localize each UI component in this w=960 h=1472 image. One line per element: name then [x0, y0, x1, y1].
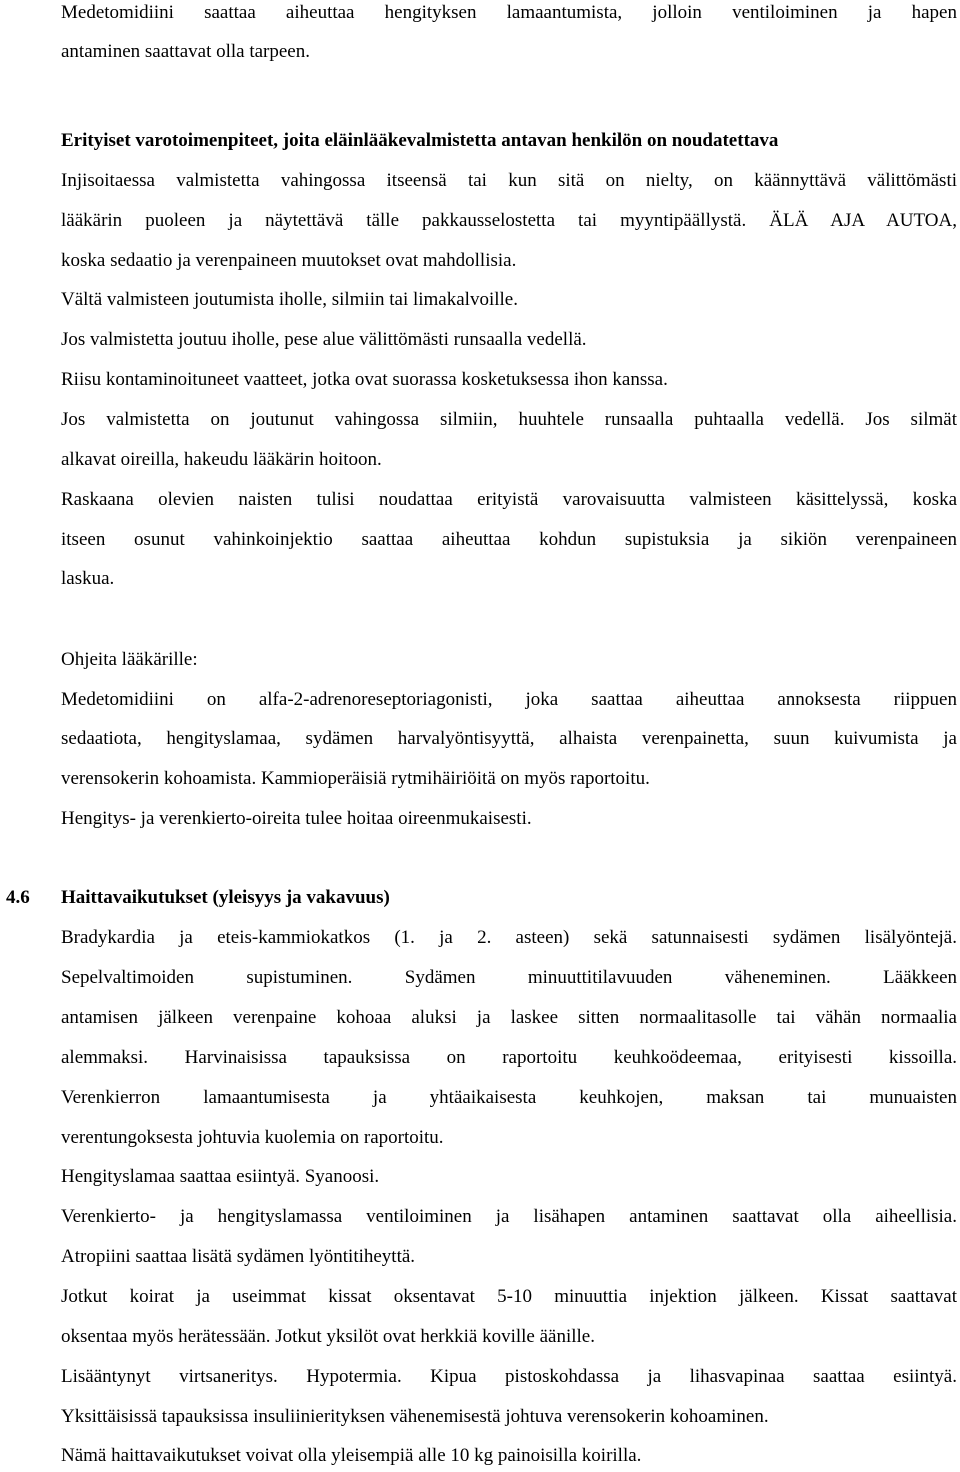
text-line: laskua. — [61, 568, 115, 589]
text-line: oksentaa myös herätessään. Jotkut yksilöt ovat herkkiä koville äänille. — [61, 1326, 595, 1347]
text-line: Riisu kontaminoituneet vaatteet, jotka ovat suorassa kosketuksessa ihon kanssa. — [61, 369, 668, 390]
text-line: Jos valmistetta joutuu iholle, pese alue välittömästi runsaalla vedellä. — [61, 329, 587, 350]
text-line: antamisen jälkeen verenpaine kohoaa aluksi ja laskee sitten normaalitasolle tai vähän normaalia — [61, 1007, 957, 1028]
section-heading-special-precautions: Erityiset varotoimenpiteet, joita eläinlääkevalmistetta antavan henkilön on noudatettava — [61, 130, 779, 151]
section-heading-doctor-instructions: Ohjeita lääkärille: — [61, 649, 198, 670]
text-line: Verenkierron lamaantumisesta ja yhtäaikaisesta keuhkojen, maksan tai munuaisten — [61, 1087, 957, 1108]
text-line: Sepelvaltimoiden supistuminen. Sydämen minuuttitilavuuden väheneminen. Lääkkeen — [61, 967, 957, 988]
text-line: Atropiini saattaa lisätä sydämen lyöntitiheyttä. — [61, 1246, 416, 1267]
text-line: Yksittäisissä tapauksissa insuliinierityksen vähenemisestä johtuva verensokerin kohoaminen. — [61, 1406, 769, 1427]
text-line: koska sedaatio ja verenpaineen muutokset ovat mahdollisia. — [61, 250, 517, 271]
section-title: Haittavaikutukset (yleisyys ja vakavuus) — [61, 887, 390, 908]
text-line: antaminen saattavat olla tarpeen. — [61, 41, 310, 62]
text-line: sedaatiota, hengityslamaa, sydämen harvalyöntisyyttä, alhaista verenpainetta, suun kuivumista ja — [61, 728, 957, 749]
text-line: lääkärin puoleen ja näytettävä tälle pakkausselostetta tai myyntipäällystä. ÄLÄ AJA AUTOA, — [61, 210, 957, 231]
text-line: Bradykardia ja eteis-kammiokatkos (1. ja 2. asteen) sekä satunnaisesti sydämen lisälyöntejä. — [61, 927, 957, 948]
text-line: Hengitys- ja verenkierto-oireita tulee hoitaa oireenmukaisesti. — [61, 808, 532, 829]
text-line: Jos valmistetta on joutunut vahingossa silmiin, huuhtele runsaalla puhtaalla vedellä. Jos silmät — [61, 409, 957, 430]
text-line: Vältä valmisteen joutumista iholle, silmiin tai limakalvoille. — [61, 289, 518, 310]
text-line: alkavat oireilla, hakeudu lääkärin hoitoon. — [61, 449, 382, 470]
text-line: verensokerin kohoamista. Kammioperäisiä rytmihäiriöitä on myös raportoitu. — [61, 768, 650, 789]
text-line: verentungoksesta johtuvia kuolemia on raportoitu. — [61, 1127, 444, 1148]
text-line: Medetomidiini on alfa-2-adrenoreseptoriagonisti, joka saattaa aiheuttaa annoksesta riippuen — [61, 689, 957, 710]
text-line: Nämä haittavaikutukset voivat olla yleisempiä alle 10 kg painoisilla koirilla. — [61, 1445, 642, 1466]
section-number: 4.6 — [6, 887, 30, 908]
text-line: alemmaksi. Harvinaisissa tapauksissa on raportoitu keuhkoödeemaa, erityisesti kissoilla. — [61, 1047, 957, 1068]
text-line: Raskaana olevien naisten tulisi noudattaa erityistä varovaisuutta valmisteen käsittelyssä, koska — [61, 489, 957, 510]
text-line: Medetomidiini saattaa aiheuttaa hengityksen lamaantumista, jolloin ventiloiminen ja hapen — [61, 2, 957, 23]
text-line: Hengityslamaa saattaa esiintyä. Syanoosi. — [61, 1166, 380, 1187]
text-line: Jotkut koirat ja useimmat kissat oksentavat 5-10 minuuttia injektion jälkeen. Kissat saattavat — [61, 1286, 957, 1307]
text-line: Injisoitaessa valmistetta vahingossa itseensä tai kun sitä on nielty, on käännyttävä välittömästi — [61, 170, 957, 191]
text-line: itseen osunut vahinkoinjektio saattaa aiheuttaa kohdun supistuksia ja sikiön verenpaineen — [61, 529, 957, 550]
text-line: Lisääntynyt virtsaneritys. Hypotermia. Kipua pistoskohdassa ja lihasvapinaa saattaa esiintyä. — [61, 1366, 957, 1387]
text-line: Verenkierto- ja hengityslamassa ventiloiminen ja lisähapen antaminen saattavat olla aiheellisia. — [61, 1206, 957, 1227]
